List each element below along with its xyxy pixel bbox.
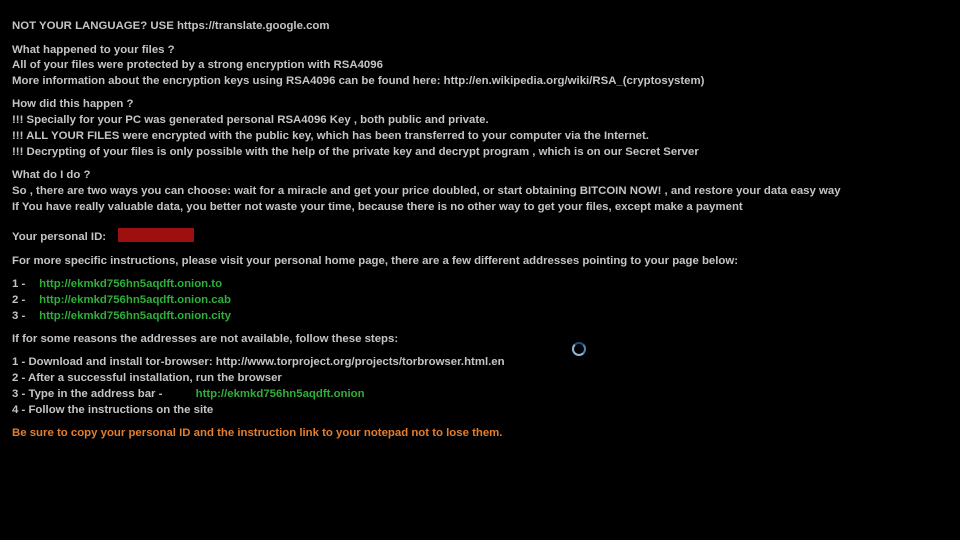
- personal-id-row: [12, 230, 106, 244]
- translate-notice: NOT YOUR LANGUAGE? USE https://translate.google.com: [12, 20, 330, 32]
- link-number: 1 -: [12, 278, 26, 290]
- encryption-info-line: All of your files were protected by a strong encryption with RSA4096: [12, 59, 383, 71]
- onion-link[interactable]: http://ekmkd756hn5aqdft.onion.to: [39, 278, 223, 290]
- onion-address[interactable]: http://ekmkd756hn5aqdft.onion: [195, 388, 365, 400]
- link-row-3: [12, 309, 231, 323]
- step-3: [12, 387, 365, 401]
- warning-message: Be sure to copy your personal ID and the instruction link to your notepad not to lose them.: [12, 427, 503, 439]
- section-heading-what-happened: What happened to your files ?: [12, 44, 175, 56]
- personal-id-redacted: [118, 228, 194, 242]
- options-line-1: So , there are two ways you can choose: wait for a miracle and get your price doubled, or start obtaining BITCOIN NOW! , and restore your data easy way: [12, 185, 841, 197]
- link-row-1: [12, 277, 222, 291]
- step-2: 2 - After a successful installation, run the browser: [12, 372, 282, 384]
- step-1: 1 - Download and install tor-browser: http://www.torproject.org/projects/torbrowser.html.en: [12, 356, 505, 368]
- explanation-line-2: !!! ALL YOUR FILES were encrypted with the public key, which has been transferred to your computer via the Internet.: [12, 130, 649, 142]
- step-4: 4 - Follow the instructions on the site: [12, 404, 214, 416]
- link-number: 3 -: [12, 310, 26, 322]
- fallback-intro: If for some reasons the addresses are not available, follow these steps:: [12, 333, 399, 345]
- rsa-info-line: More information about the encryption keys using RSA4096 can be found here: http://en.wikipedia.org/wiki/RSA_(cryptosystem): [12, 75, 705, 87]
- explanation-line-1: !!! Specially for your PC was generated personal RSA4096 Key , both public and private.: [12, 114, 489, 126]
- onion-link[interactable]: http://ekmkd756hn5aqdft.onion.city: [39, 310, 231, 322]
- explanation-line-3: !!! Decrypting of your files is only possible with the help of the private key and decrypt program , which is on our Secret Server: [12, 146, 699, 158]
- instructions-intro: For more specific instructions, please visit your personal home page, there are a few different addresses pointing to your page below:: [12, 255, 739, 267]
- onion-link[interactable]: http://ekmkd756hn5aqdft.onion.cab: [39, 294, 231, 306]
- link-row-2: [12, 293, 231, 307]
- section-heading-how: How did this happen ?: [12, 98, 134, 110]
- options-line-2: If You have really valuable data, you better not waste your time, because there is no other way to get your files, except make a payment: [12, 201, 743, 213]
- section-heading-what-to-do: What do I do ?: [12, 169, 91, 181]
- step-3-text: 3 - Type in the address bar -: [12, 388, 163, 400]
- personal-id-label: Your personal ID:: [12, 231, 107, 243]
- link-number: 2 -: [12, 294, 26, 306]
- loading-spinner-icon: [572, 342, 586, 356]
